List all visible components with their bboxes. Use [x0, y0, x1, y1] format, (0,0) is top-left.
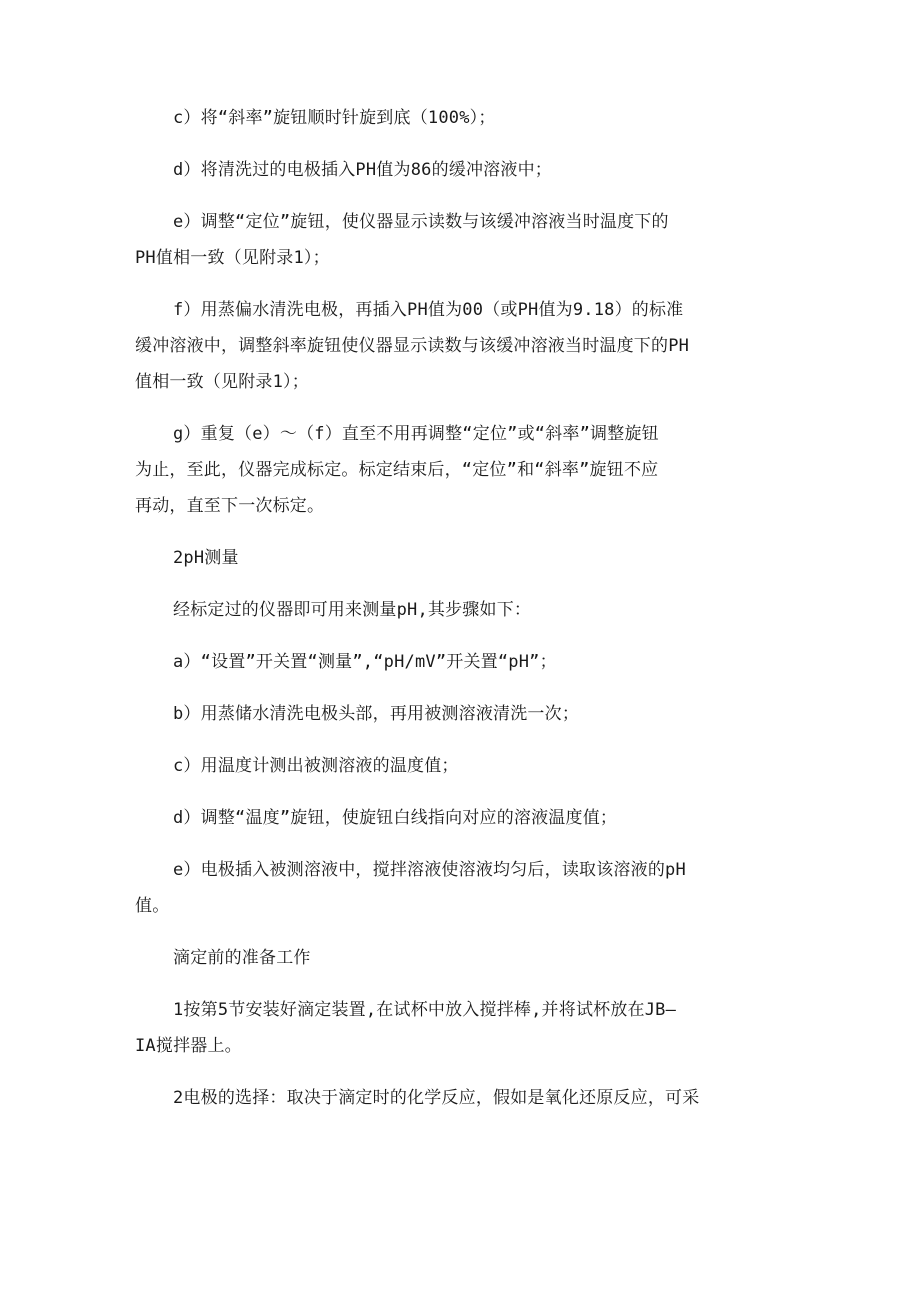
text-line: PH值相一致（见附录1）； — [135, 248, 330, 268]
step-g-repeat-calibration — [135, 416, 790, 524]
text-line: IA搅拌器上。 — [135, 1036, 242, 1056]
step-c-slope-knob — [135, 100, 790, 136]
text-line: e）电极插入被测溶液中，搅拌溶液使溶液均匀后，读取该溶液的pH — [173, 860, 686, 880]
text-line: a）“设置”开关置“测量”,“pH/mV”开关置“pH”； — [173, 652, 557, 672]
text-line: d）调整“温度”旋钮，使旋钮白线指向对应的溶液温度值； — [173, 808, 618, 828]
prep-step-2 — [135, 1080, 790, 1116]
measure-step-c — [135, 748, 790, 784]
text-line: c）用温度计测出被测溶液的温度值； — [173, 756, 459, 776]
step-d-insert-electrode — [135, 152, 790, 188]
measurement-intro — [135, 592, 790, 628]
measure-step-e — [135, 852, 790, 924]
text-line: e）调整“定位”旋钮，使仪器显示读数与该缓冲溶液当时温度下的 — [173, 212, 669, 232]
section-heading-ph-measurement — [135, 540, 790, 576]
text-line: 经标定过的仪器即可用来测量pH,其步骤如下： — [173, 600, 532, 620]
measure-step-b — [135, 696, 790, 732]
text-line: 缓冲溶液中，调整斜率旋钮使仪器显示读数与该缓冲溶液当时温度下的PH — [135, 336, 690, 356]
prep-step-1 — [135, 992, 790, 1064]
text-line: 值。 — [135, 896, 170, 916]
text-line: d）将清洗过的电极插入PH值为86的缓冲溶液中； — [173, 160, 552, 180]
text-line: 为止，至此，仪器完成标定。标定结束后，“定位”和“斜率”旋钮不应 — [135, 460, 659, 480]
document-body — [135, 100, 790, 1116]
text-line: 2pH测量 — [173, 548, 239, 568]
text-line: 值相一致（见附录1）； — [135, 372, 309, 392]
text-line: g）重复（e）～（f）直至不用再调整“定位”或“斜率”调整旋钮 — [173, 424, 659, 444]
step-e-adjust-position — [135, 204, 790, 276]
text-line: f）用蒸偏水清洗电极，再插入PH值为00（或PH值为9.18）的标准 — [173, 300, 684, 320]
measure-step-d — [135, 800, 790, 836]
text-line: b）用蒸储水清洗电极头部，再用被测溶液清洗一次； — [173, 704, 580, 724]
text-line: 2电极的选择：取决于滴定时的化学反应，假如是氧化还原反应，可采 — [173, 1088, 700, 1108]
text-line: 滴定前的准备工作 — [173, 948, 311, 968]
section-heading-titration-prep — [135, 940, 790, 976]
text-line: c）将“斜率”旋钮顺时针旋到底（100%）； — [173, 108, 496, 128]
step-f-rinse-electrode — [135, 292, 790, 400]
measure-step-a — [135, 644, 790, 680]
text-line: 再动，直至下一次标定。 — [135, 496, 325, 516]
text-line: 1按第5节安装好滴定装置,在试杯中放入搅拌棒,并将试杯放在JB— — [173, 1000, 677, 1020]
